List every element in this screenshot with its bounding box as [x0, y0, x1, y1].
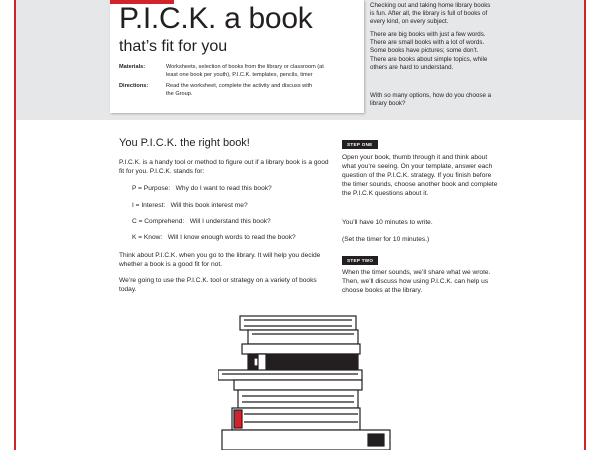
book-stack-illustration [218, 310, 398, 450]
page-subtitle: that’s fit for you [119, 38, 228, 55]
directions-text: Read the worksheet, complete the activity and discuss with the Group. [166, 83, 313, 97]
step-two-text: When the timer sounds, we’ll share what we wrote. Then, we’ll discuss how using P.I.C.K. can help us choose books at the library. [342, 269, 491, 294]
step-one-timer: (Set the timer for 10 minutes.) [342, 236, 430, 243]
step-one-text: Open your book, thumb through it and think about what you’re seeing. On your template, answer each question of the P.I.C.K. strategy. If you finish before the timer sounds, choose another book and complete the P.I.C.K questions about it. [342, 154, 498, 197]
step-one-time: You’ll have 10 minutes to write. [342, 219, 433, 226]
book-5 [218, 370, 362, 380]
book-6 [234, 380, 362, 390]
book-1 [240, 316, 356, 330]
book-7 [238, 390, 358, 408]
step-one-badge: STEP ONE [342, 140, 378, 149]
sidebar-paragraph-3: With so many options, how do you choose a library book? [370, 92, 492, 108]
materials-text: Worksheets, selection of books from the library or classroom (at least one book per youth), P.I.C.K. templates, pencils, timer [166, 64, 324, 78]
page-border-right [584, 0, 586, 450]
pick-item-p: P = Purpose: Why do I want to read this book? [132, 185, 272, 192]
materials-label: Materials: [119, 64, 146, 70]
intro-paragraph: P.I.C.K. is a handy tool or method to figure out if a library book is a good fit for you. P.I.C.K. stands for: [119, 159, 329, 175]
book-2 [248, 330, 358, 344]
sidebar-paragraph-2: There are big books with just a few words. There are small books with a lot of words. Some books have pictures; some don’t. There are books about simple topics, while others are hard to understand. [370, 31, 488, 71]
step-two-badge: STEP TWO [342, 256, 378, 265]
pick-item-c: C = Comprehend: Will I understand this book? [132, 218, 271, 225]
section-title: You P.I.C.K. the right book! [119, 137, 250, 149]
page-title: P.I.C.K. a book [119, 2, 313, 35]
pick-item-k: K = Know: Will I know enough words to read the book? [132, 234, 296, 241]
directions-label: Directions: [119, 83, 149, 89]
sidebar-paragraph-1: Checking out and taking home library books is fun. After all, the library is full of books of every kind, on every subject. [370, 2, 491, 26]
book-9 [222, 430, 390, 450]
pick-item-i: I = Interest: Will this book interest me? [132, 202, 248, 209]
going-paragraph: We’re going to use the P.I.C.K. tool or strategy on a variety of books today. [119, 277, 317, 293]
think-paragraph: Think about P.I.C.K. when you go to the library. It will help you decide whether a book is a good fit for not. [119, 252, 321, 268]
book-8 [232, 408, 360, 430]
book-3 [242, 344, 360, 354]
